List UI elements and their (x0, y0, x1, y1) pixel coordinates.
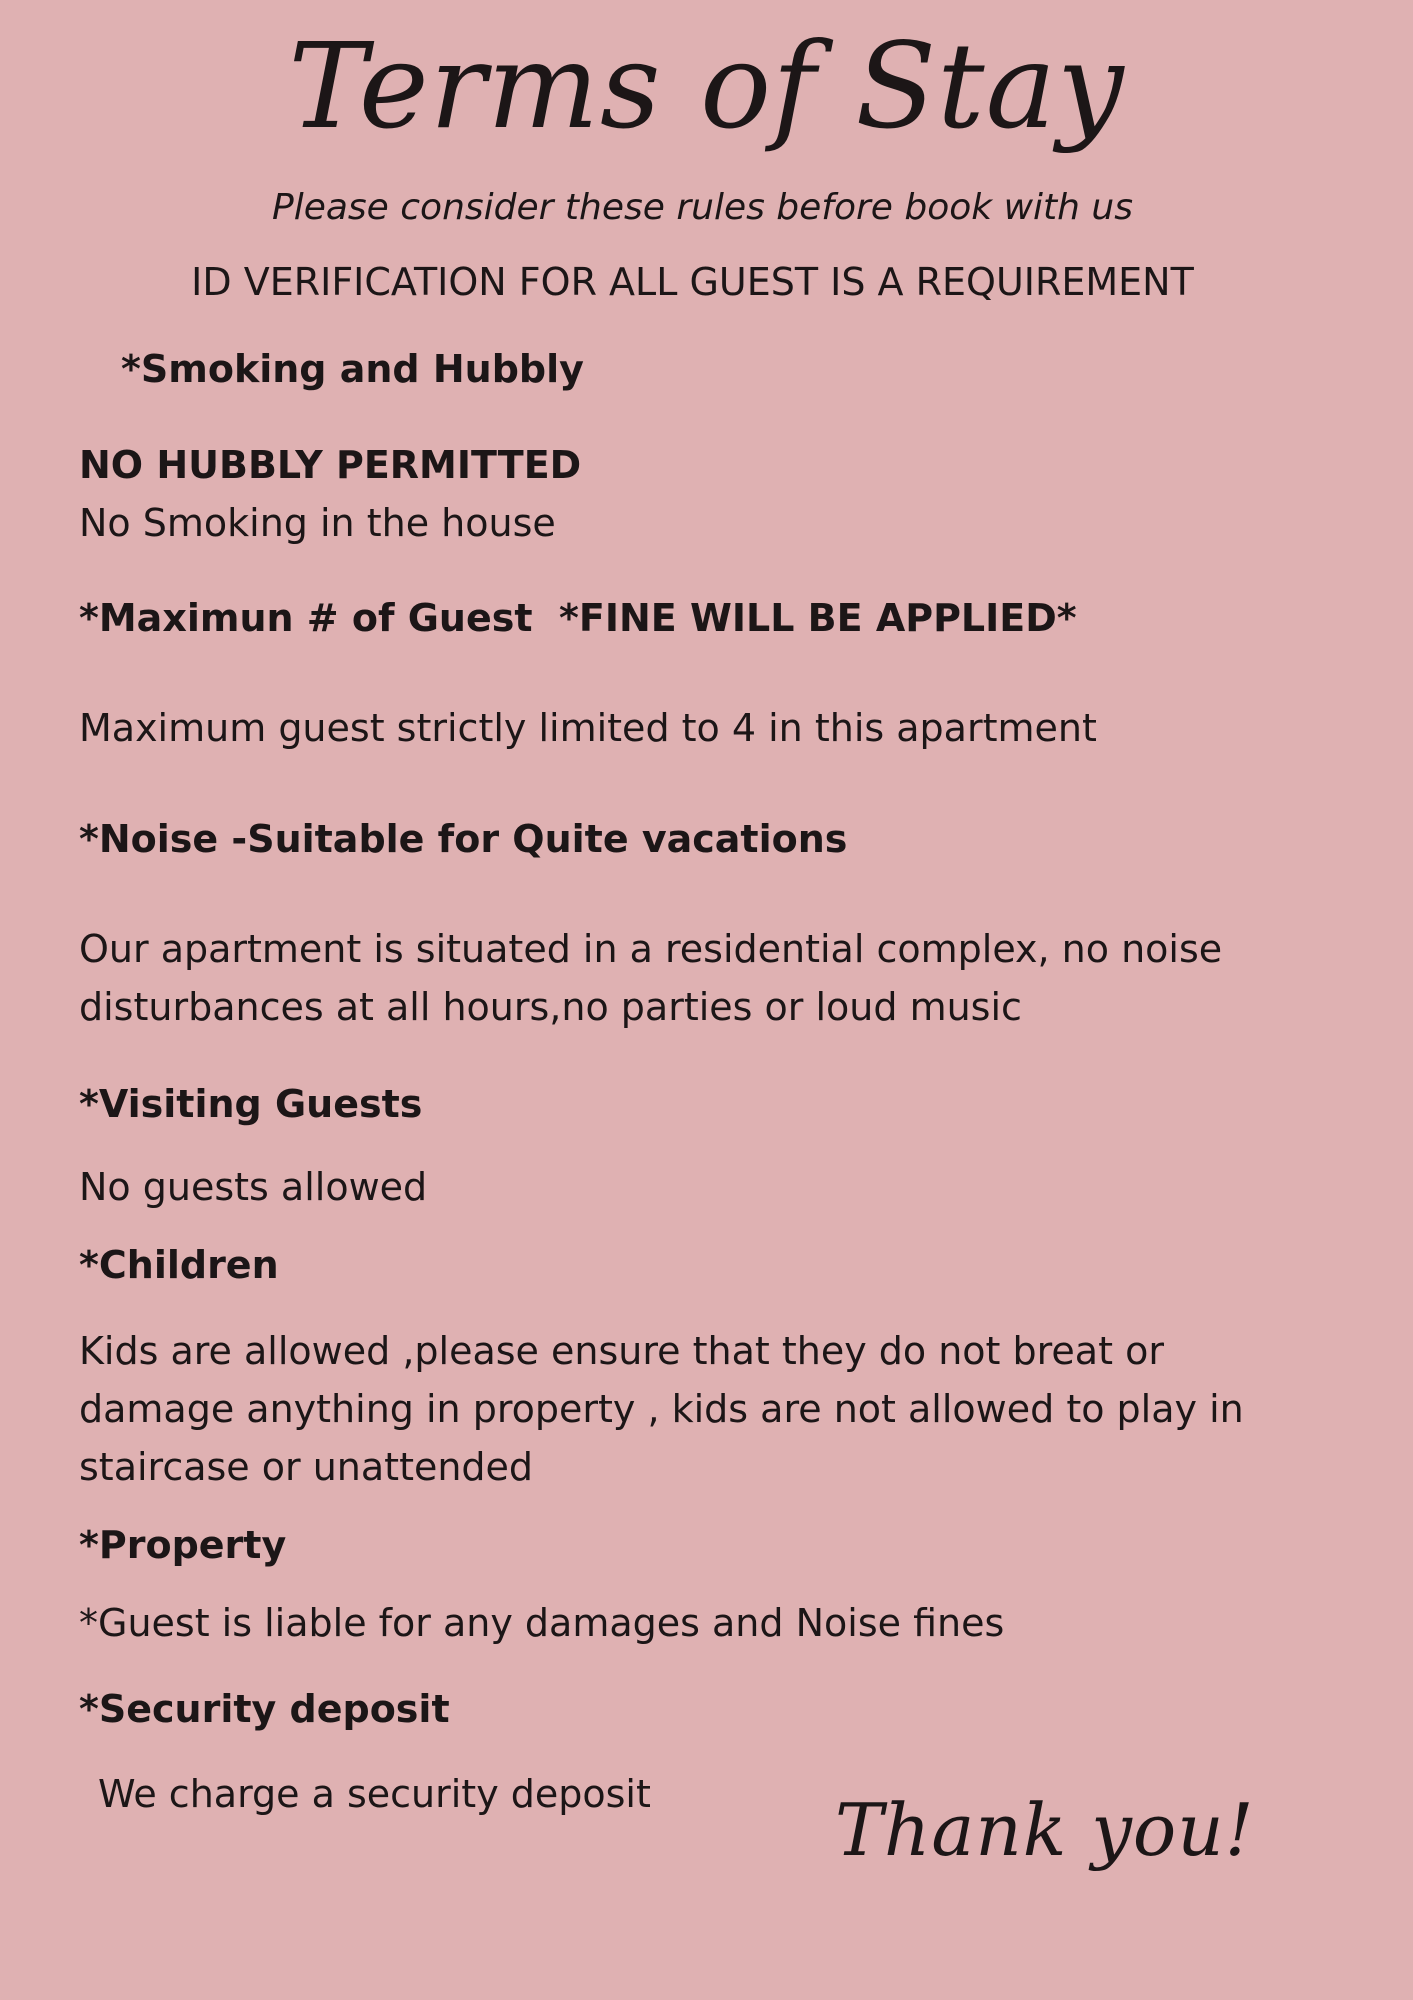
noise-heading: *Noise -Suitable for Quite vacations (79, 817, 848, 861)
property-heading: *Property (79, 1523, 287, 1567)
children-body-line-1: Kids are allowed ,please ensure that they do not breat or (79, 1329, 1164, 1373)
subtitle-text: Please consider these rules before book with us (272, 187, 1133, 228)
deposit-heading: *Security deposit (79, 1687, 450, 1731)
children-body-line-3: staircase or unattended (79, 1445, 534, 1489)
children-heading: *Children (79, 1243, 279, 1287)
no-smoking-line: No Smoking in the house (79, 501, 556, 545)
property-body: *Guest is liable for any damages and Noise fines (79, 1601, 1005, 1645)
page-title: Terms of Stay (288, 17, 1125, 155)
notice-text: ID VERIFICATION FOR ALL GUEST IS A REQUIREMENT (191, 260, 1194, 304)
smoking-heading: *Smoking and Hubbly (121, 347, 584, 391)
deposit-body: We charge a security deposit (98, 1772, 651, 1816)
visiting-heading: *Visiting Guests (79, 1082, 423, 1126)
subtitle (0, 185, 1413, 231)
max-guests-heading: *Maximun # of Guest *FINE WILL BE APPLIED* (79, 596, 1077, 640)
id-verification-notice (0, 258, 1413, 306)
noise-body-line-2: disturbances at all hours,no parties or loud music (79, 985, 1022, 1029)
no-hubbly-line: NO HUBBLY PERMITTED (79, 443, 582, 487)
noise-body-line-1: Our apartment is situated in a residential complex, no noise (79, 927, 1223, 971)
children-body-line-2: damage anything in property , kids are not allowed to play in (79, 1387, 1244, 1431)
visiting-body: No guests allowed (79, 1165, 428, 1209)
max-guests-body: Maximum guest strictly limited to 4 in this apartment (79, 706, 1097, 750)
thank-you-text: Thank you! (835, 1788, 1255, 1872)
